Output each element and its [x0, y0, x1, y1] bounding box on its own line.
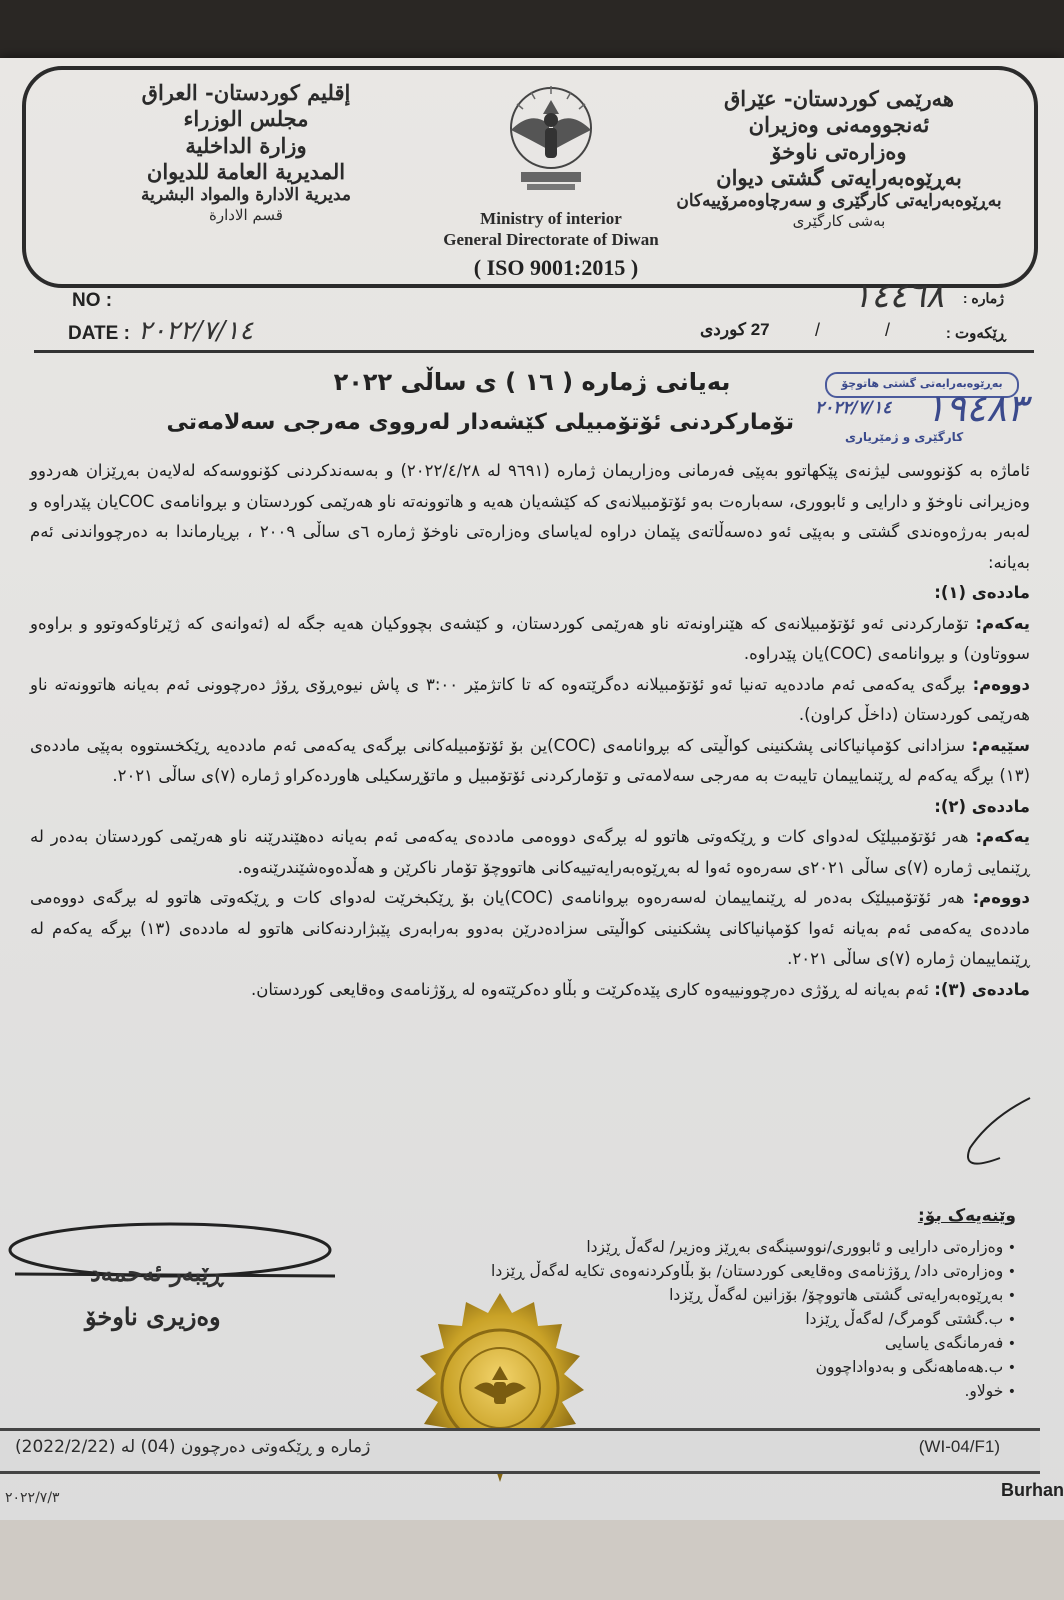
- letterhead-ku-line: بەشی کارگێری: [792, 212, 886, 231]
- ministry-en-line-2: General Directorate of Diwan: [443, 230, 659, 250]
- letterhead-ar-line: مديرية الادارة والمواد البشرية: [140, 185, 351, 205]
- ministry-name-english: [426, 208, 676, 251]
- watermark-name: Burhan: [1001, 1480, 1064, 1500]
- list-item: • ب.هەماهەنگی و بەدواداچوون: [396, 1356, 1016, 1380]
- date-separator: /: [885, 320, 891, 340]
- letterhead-ku-line: ئەنجوومەنی وەزیران: [748, 112, 930, 138]
- letterhead-ku-line: وەزارەتی ناوخۆ: [771, 138, 907, 164]
- article-1-clause-3: سزادانی کۆمپانیاکانی پشکنینی کواڵیتی کە بڕوانامەی (COC)ین بۆ ئۆتۆمبیلەکانی بڕگەی یەکەمی ئەم ماددەیە ڕێکخستووە بەپێی ماددەی (١٣) بڕگە یەکەم لە ڕێنماییمان تایبەت بە مەرجی سەلامەتی و تۆمارکردنی ئۆتۆمبیل و ماتۆڕسکیلی هاوردەکراو ژمارە (٧)ی ساڵی ٢٠٢١.: [30, 735, 1030, 785]
- letterhead-ar-line: قسم الادارة: [209, 206, 283, 225]
- article-2-title: ماددەی (٢):: [934, 796, 1030, 816]
- article-1-clause-2: بڕگەی یەکەمی ئەم ماددەیە تەنیا ئەو ئۆتۆمبیلانە دەگرێتەوە کە تا کاتژمێر ٣:٠٠ ی پاش نیوەڕۆی ڕۆژ دەرچوونی ئەم بەیانە هاتوونەتە ناو هەرێمی کوردستان (داخڵ کراون).: [30, 674, 1030, 724]
- header-divider: [34, 350, 1034, 353]
- article-2-clause-2: هەر ئۆتۆمبیلێک بەدەر لە ڕێنماییمان لەسەرەوە بڕوانامەی (COC)یان بۆ ڕێکبخرێت لەدوای کات و ڕێکەوتی هاتوو لە بڕگەی دووەمی ماددەی یەکەمی ئەم بەیانە ئەوا کۆمپانیاکانی پشکنینی کواڵیتی سزادەدرێن بەدوو بەرابەری پێبژاردنەکانی هاتوو لە ماددەی (١٣) بڕگە یەکەم لە ڕێنماییمان ژمارە (٧)ی ساڵی ٢٠٢١.: [30, 888, 1030, 968]
- iso-certification: ( ISO 9001:2015 ): [473, 255, 639, 280]
- list-item: • خولاو.: [396, 1380, 1016, 1404]
- incoming-stamp: [815, 370, 1064, 460]
- list-item: • فەرمانگەی یاسایی: [396, 1332, 1016, 1356]
- letterhead-ar-line: وزارة الداخلية: [185, 132, 307, 158]
- statement-title: بەیانی ژمارە ( ١٦ ) ی ساڵی ٢٠٢٢: [333, 368, 731, 396]
- number-label-ku: ژمارە :: [962, 290, 1004, 306]
- date-label-en: DATE :: [68, 323, 130, 344]
- underlying-paper: [0, 1520, 1064, 1600]
- document-sheet: [0, 58, 1064, 1558]
- stamp-department: کارگێری و ژمێریاری: [845, 430, 964, 444]
- letterhead-ar-line: المديرية العامة للديوان: [146, 158, 346, 184]
- letterhead-ar-line: إقليم كوردستان- العراق: [141, 80, 351, 105]
- article-2-clause-1: هەر ئۆتۆمبیلێک لەدوای کات و ڕێکەوتی هاتوو لە بڕگەی دووەمی ماددەی یەکەمی ئەم بەیانە دەهێندرێنە ناو هەرێمی کوردستان بەدەر لە ڕێنمایی ژمارە (٧)ی ساڵی ٢٠٢١ی سەرەوە ئەوا لە بەڕێوەبەرایەتییەکانی هاتووچۆ تۆمار ناکرێن و هەڵدەوەشێندرێنەوە.: [30, 827, 1030, 877]
- letterhead-ku-line: بەڕێوەبەرایەتی کارگێری و سەرچاوەمرۆییەکان: [676, 191, 1002, 211]
- minister-name: ڕێبەر ئەحمەد: [90, 1258, 224, 1287]
- letterhead-ku-line: هەرێمی کوردستان- عێراق: [724, 86, 954, 111]
- form-code: (WI-04/F1): [918, 1437, 1000, 1456]
- date-label-ku: ڕێکەوت :: [945, 325, 1006, 342]
- stamp-office: بەڕێوەبەرایەتی گشتی هاتوچۆ: [825, 372, 1019, 398]
- gold-ministry-seal-icon: [400, 1288, 600, 1508]
- copies-to-heading: وێنەیەک بۆ:: [917, 1206, 1016, 1226]
- stamp-date: ٢٠٢٢/٧/١٤: [815, 398, 892, 418]
- number-handwritten: ١٤٤٦٨: [852, 276, 944, 316]
- letterhead-ar-line: مجلس الوزراء: [183, 106, 309, 132]
- intro-paragraph: ئاماژە بە کۆنووسی لیژنەی پێکهاتوو بەپێی فەرمانی وەزاریمان ژمارە (٩٦٩١ لە ٢٠٢٢/٤/٢٨) و بەسەندکردنی کۆنووسەکە لەلایەن بەڕێزان هەردوو وەزیرانی ناوخۆ و دارایی و ئابووری، سەبارەت بەو ئۆتۆمبیلانەی کە کێشەیان هەیە و هاتوونەتە ناو هەرێمی کوردستان و بڕوانامەی COCیان پێدراوە و لەبەر بەرژەوەندی گشتی و بەپێی ئەو دەسەڵاتەی پێمان دراوە لەیاسای وەزارەتی ناوخۆ ژمارە ٦ی ساڵی ٢٠٠٩ ، بڕیارماندا بە دەرچوواندنی ئەم بەیانە:: [30, 461, 1031, 572]
- letterhead-kurdish: [674, 86, 1004, 231]
- stamp-number: ١٩٤٨٣: [925, 386, 1028, 430]
- number-label-en: NO :: [72, 290, 113, 311]
- clause-label: سێیەم:: [971, 735, 1030, 755]
- list-item: • وەزارەتی دارایی و ئابووری/نووسینگەی بەڕێز وەزیر/ لەگەڵ ڕێزدا: [396, 1236, 1016, 1260]
- letterhead-ku-line: بەڕێوەبەرایەتی گشتی دیوان: [716, 164, 962, 190]
- date-handwritten: ٢٠٢٢/٧/١٤: [138, 316, 254, 346]
- clause-label: یەکەم:: [975, 613, 1030, 633]
- statement-subject: تۆمارکردنی ئۆتۆمبیلی کێشەدار لەرووی مەرجی سەلامەتی: [166, 410, 794, 435]
- list-item: • ب.گشتی گومرگ/ لەگەڵ ڕێزدا: [396, 1308, 1016, 1332]
- letterhead-frame: [22, 66, 1038, 288]
- minister-title: وەزیری ناوخۆ: [85, 1302, 221, 1331]
- clause-label: یەکەم:: [975, 827, 1030, 846]
- clause-label: دووەم:: [972, 888, 1030, 907]
- initial-scribble: [930, 1078, 1040, 1188]
- list-item: • وەزارەتی داد/ ڕۆژنامەی وەقایعی کوردستان/ بۆ بڵاوکردنەوەی تکایە لەگەڵ ڕێزدا: [396, 1260, 1016, 1284]
- ministry-en-line-1: Ministry of interior: [480, 209, 622, 228]
- list-item: • بەڕێوەبەرایەتی گشتی هاتووچۆ/ بۆزانین لەگەڵ ڕێزدا: [396, 1284, 1016, 1308]
- form-issue-info: ژمارە و ڕێکەوتی دەرچوون (04) لە (2022/2/22): [15, 1437, 371, 1457]
- date-ku-value: 27 کوردی: [700, 320, 770, 339]
- form-footer-bar: [0, 1428, 1040, 1474]
- date-separator: /: [815, 320, 821, 340]
- letterhead-arabic: [96, 80, 396, 225]
- statement-body: [30, 456, 1030, 1005]
- article-3-text: ئەم بەیانە لە ڕۆژی دەرچوونییەوە کاری پێدەکرێت و بڵاو دەکرێتەوە لە ڕۆژنامەی وەقایعی کوردستان.: [251, 979, 935, 999]
- article-1-title: ماددەی (١):: [934, 583, 1030, 602]
- clause-label: دووەم:: [972, 674, 1030, 694]
- print-date: ٢٠٢٢/٧/٣: [5, 1490, 60, 1506]
- kurdistan-eagle-emblem-icon: [491, 80, 611, 205]
- article-1-clause-1: تۆمارکردنی ئەو ئۆتۆمبیلانەی کە هێنراونەتە ناو هەرێمی کوردستان، و کێشەی بچووکیان هەیە جگە لە (ئەوانەی کە ژێرئاوکەوتوو و براوەو سووتاون) و بڕوانامەی (COC)یان پێدراوە.: [30, 613, 1030, 663]
- article-3-title: ماددەی (٣):: [934, 979, 1030, 999]
